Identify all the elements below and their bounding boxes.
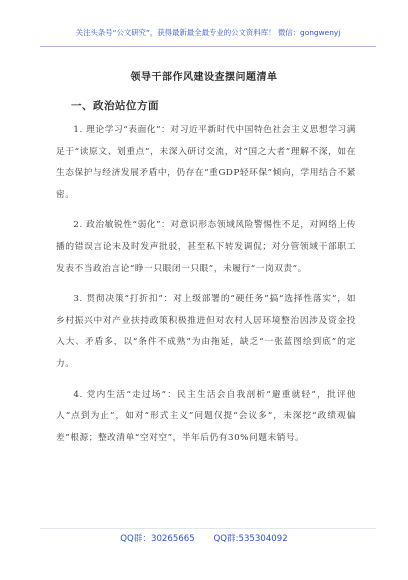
issue-item-4: 4. 党内生活“走过场”：民主生活会自我剖析“避重就轻”，批评他人“点到为止”，如对“形式主义”问题仅提“会议多”，未深挖“政绩观偏差”根源；整改清单“空对空”，半年后仍有30%问题未销号。 bbox=[56, 389, 356, 443]
header-banner bbox=[40, 24, 376, 47]
footer-qq-group-1: QQ群：30265665 bbox=[120, 534, 195, 544]
issue-item-3: 3. 贯彻决策“打折扣”：对上级部署的“硬任务”搞“选择性落实”，如乡村振兴中对产业扶持政策积极推进但对农村人居环境整治因涉及资金投入大、矛盾多，以“条件不成熟”为由拖延，缺乏“一张蓝图绘到底”的定力。 bbox=[56, 294, 356, 369]
document-title: 领导干部作风建设查摆问题清单 bbox=[130, 72, 278, 83]
issue-item-2: 2. 政治敏锐性“弱化”：对意识形态领域风险警惕性不足，对网络上传播的错误言论未及时发声批驳，甚至私下转发调侃；对分管领域干部职工发表不当政治言论“睁一只眼闭一只眼”，未履行“一岗双责”。 bbox=[56, 220, 356, 274]
footer-divider bbox=[40, 528, 376, 529]
issue-list bbox=[56, 120, 356, 458]
footer bbox=[0, 532, 408, 544]
section-heading: 一、政治站位方面 bbox=[71, 100, 159, 112]
footer-qq-group-2: QQ群:535304092 bbox=[213, 534, 288, 544]
issue-item-1: 1. 理论学习“表面化”：对习近平新时代中国特色社会主义思想学习满足于“读原文、划重点”，未深入研讨交流，对“国之大者”理解不深，如在生态保护与经济发展矛盾中，仍存在“重GDP轻环保”倾向，学用结合不紧密。 bbox=[56, 125, 356, 200]
header-banner-text: 关注头条号“公文研究”，获得最新最全最专业的公文资料库！ 微信：gongwenyj bbox=[75, 28, 341, 37]
